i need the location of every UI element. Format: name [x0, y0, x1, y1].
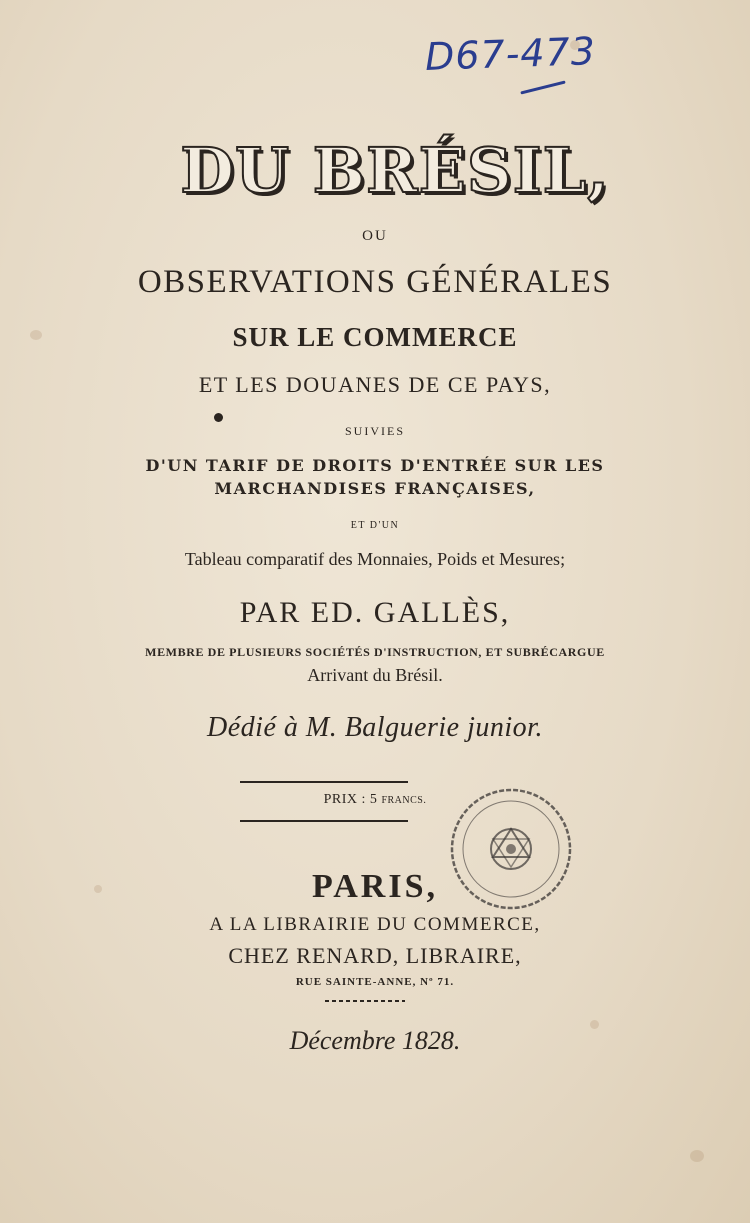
- imprint-publisher-1: A LA LIBRAIRIE DU COMMERCE,: [209, 914, 541, 935]
- subtitle-line-3: ET LES DOUANES DE CE PAYS,: [198, 372, 552, 397]
- subtitle-line-2: SUR LE COMMERCE: [232, 322, 518, 352]
- subtitle: OBSERVATIONS GÉNÉRALES: [137, 264, 613, 300]
- suivies-label: SUIVIES: [344, 424, 405, 438]
- ink-dot: [214, 413, 223, 422]
- imprint-address: RUE SAINTE-ANNE, Nº 71.: [295, 976, 455, 988]
- dedication: Dédié à M. Balguerie junior.: [207, 712, 543, 743]
- dashed-ornament: [325, 1000, 405, 1002]
- price: [0, 792, 750, 808]
- tableau-line: Tableau comparatif des Monnaies, Poids et Mesures;: [184, 549, 566, 569]
- library-call-number: D67-473: [424, 29, 597, 79]
- imprint-date: Décembre 1828.: [289, 1026, 461, 1055]
- price-label: PRIX : 5: [323, 792, 378, 807]
- price-rule-top: [240, 781, 408, 783]
- book-title: DU BRÉSIL,: [180, 134, 610, 207]
- author-origin: Arrivant du Brésil.: [307, 665, 443, 685]
- title-connector: OU: [362, 228, 388, 244]
- tarif-line-2: MARCHANDISES FRANÇAISES,: [214, 479, 536, 498]
- imprint-publisher-2: CHEZ RENARD, LIBRAIRE,: [228, 943, 522, 968]
- tarif-line-1: D'UN TARIF DE DROITS D'ENTRÉE SUR LES: [145, 456, 605, 475]
- foxing-spot: [690, 1150, 704, 1162]
- author-credentials: MEMBRE DE PLUSIEURS SOCIÉTÉS D'INSTRUCTION, ET SUBRÉCARGUE: [145, 645, 605, 659]
- imprint-city: PARIS,: [312, 868, 438, 905]
- author-line: PAR ED. GALLÈS,: [239, 596, 511, 629]
- price-rule-bottom: [240, 820, 408, 822]
- et-dun-label: ET D'UN: [350, 520, 400, 531]
- call-number-underline: [520, 80, 565, 94]
- price-unit: FRANCS.: [381, 795, 427, 806]
